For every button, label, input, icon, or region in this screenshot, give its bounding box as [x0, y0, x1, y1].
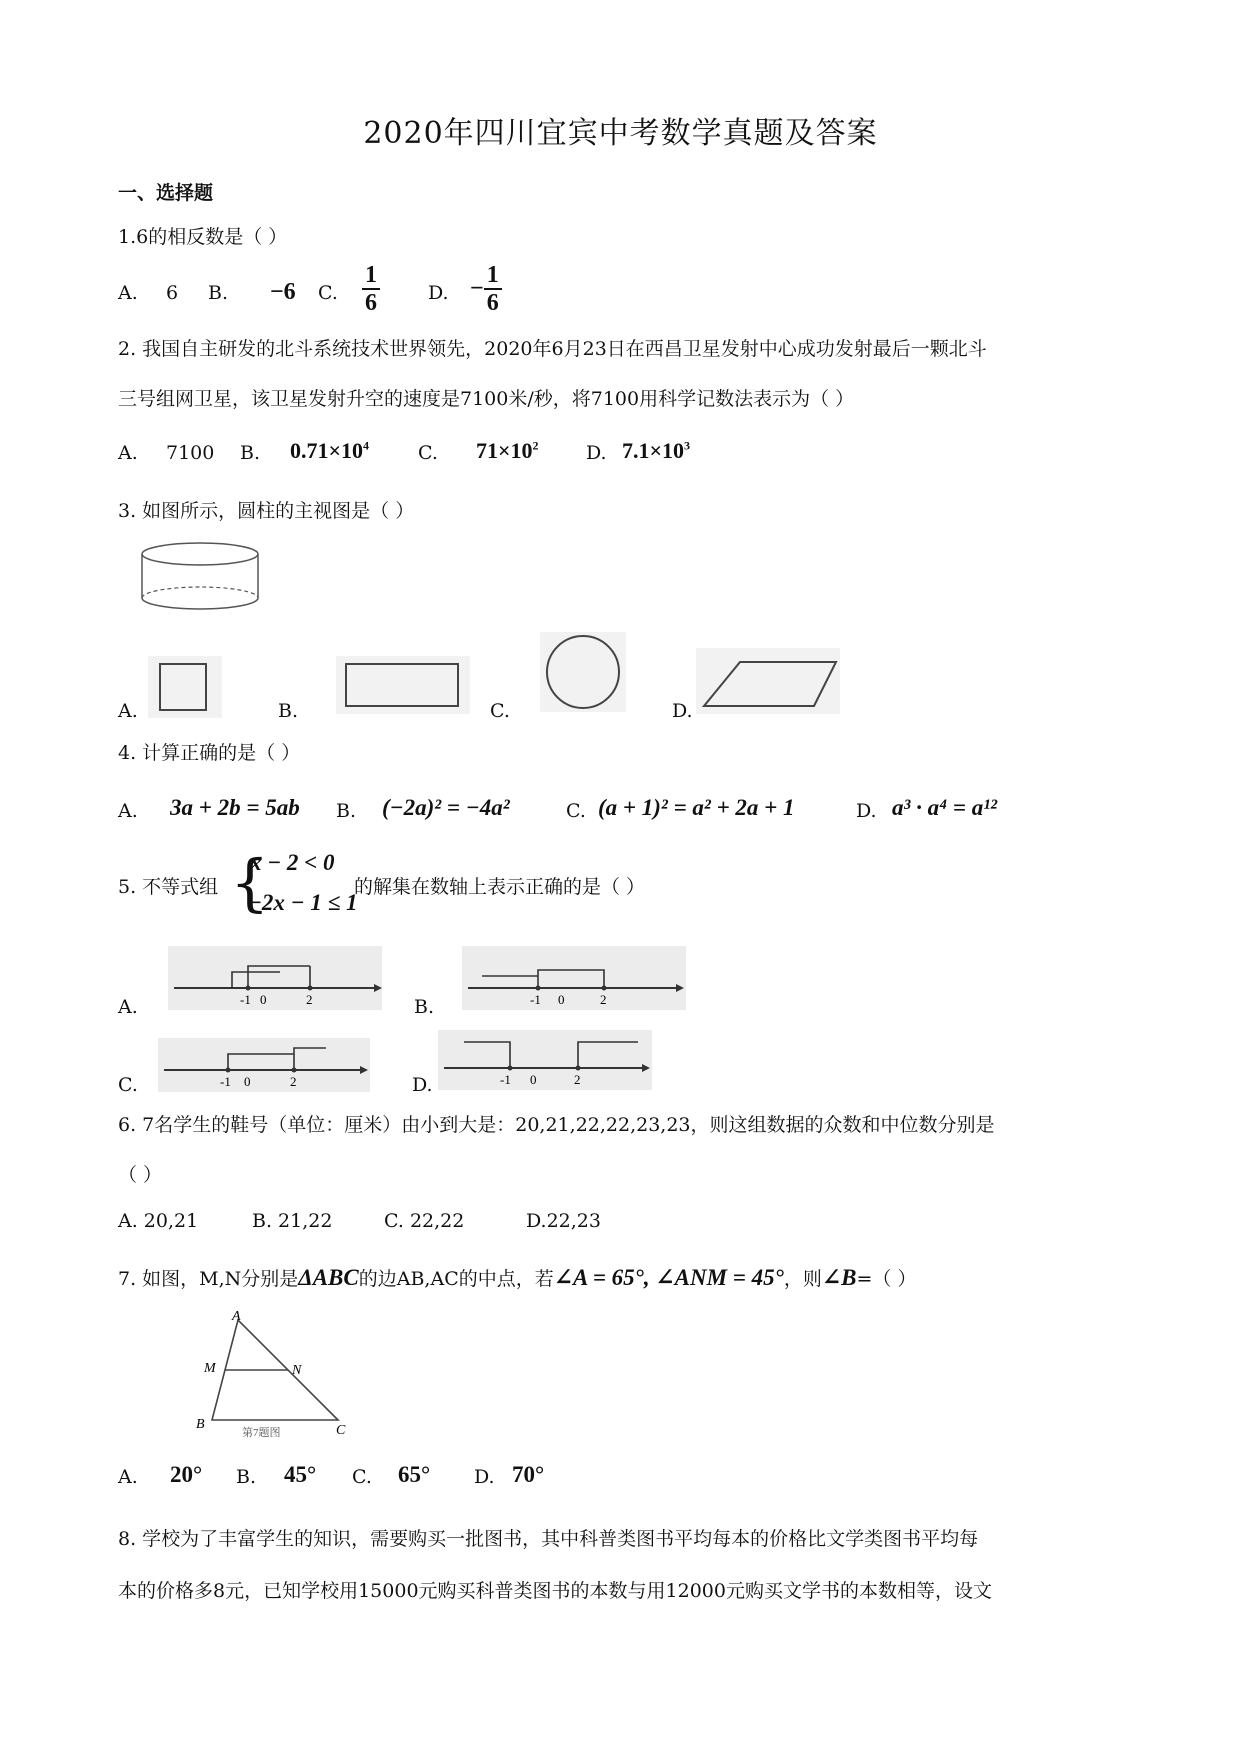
cylinder-figure: [130, 540, 270, 614]
q2-option-a: 7100: [166, 442, 215, 464]
q4-label-d: D.: [856, 800, 877, 822]
q2-c-base: 71×10: [476, 438, 533, 463]
q2-label-d: D.: [586, 442, 607, 464]
q6-stem-line1: 6. 7名学生的鞋号（单位：厘米）由小到大是：20,21,22,22,23,23，则这组数据的众数和中位数分别是: [118, 1114, 995, 1136]
q1-c-denominator: 6: [365, 290, 377, 316]
q1-d-sign: −: [470, 275, 484, 302]
tick-label: -1: [220, 1074, 231, 1089]
q1-option-d: [470, 262, 502, 316]
q2-stem-line2: 三号组网卫星，该卫星发射升空的速度是7100米/秒，将7100用科学记数法表示为（ ）: [118, 388, 855, 410]
q5-option-b-numberline[interactable]: [462, 946, 686, 1010]
q2-b-exp: 4: [363, 438, 370, 453]
q1-c-numerator: 1: [362, 262, 380, 290]
q3-label-b: B.: [278, 700, 299, 722]
brace-icon: {: [230, 846, 270, 919]
q3-option-d-parallelogram[interactable]: [696, 648, 840, 714]
q4-stem: 4. 计算正确的是（ ）: [118, 742, 301, 764]
q2-option-c: [476, 438, 539, 464]
q6-stem-line2: （ ）: [118, 1164, 163, 1186]
q4-label-c: C.: [566, 800, 586, 822]
q7-option-a: 20°: [170, 1462, 203, 1487]
q2-b-base: 0.71×10: [290, 438, 364, 463]
tick-label: 2: [306, 992, 313, 1007]
q1-label-c: C.: [318, 282, 338, 304]
q4-option-a: 3a + 2b = 5ab: [170, 795, 300, 820]
page-title: 2020年四川宜宾中考数学真题及答案: [363, 116, 878, 151]
q4-option-b: (−2a)² = −4a²: [382, 795, 510, 820]
q2-d-base: 7.1×10: [622, 438, 685, 463]
q5-option-c-numberline[interactable]: [158, 1038, 370, 1092]
q5-label-d: D.: [412, 1074, 433, 1096]
q7-option-b: 45°: [284, 1462, 317, 1487]
figure-caption: 第7题图: [242, 1427, 281, 1439]
tick-label: -1: [240, 992, 251, 1007]
tick-label: 2: [290, 1074, 297, 1089]
q8-stem-line1: 8. 学校为了丰富学生的知识，需要购买一批图书，其中科普类图书平均每本的价格比文学类图书平均每: [118, 1528, 979, 1550]
q2-label-a: A.: [118, 442, 138, 464]
tick-label: 2: [600, 992, 607, 1007]
q2-stem-line1: 2. 我国自主研发的北斗系统技术世界领先，2020年6月23日在西昌卫星发射中心成功发射最后一颗北斗: [118, 338, 987, 360]
q7-mid: 的边AB,AC的中点，若: [358, 1268, 554, 1290]
tick-label: -1: [500, 1072, 511, 1087]
tick-label: 0: [558, 992, 565, 1007]
q1-option-b: −6: [270, 279, 296, 305]
q1-option-a: 6: [166, 282, 179, 304]
q1-stem: 1.6的相反数是（ ）: [118, 226, 288, 248]
tick-label: -1: [530, 992, 541, 1007]
vertex-b-label: B: [196, 1417, 205, 1432]
q5-label-c: C.: [118, 1074, 138, 1096]
q1-label-b: B.: [208, 282, 229, 304]
q7-prefix: 7. 如图，M,N分别是: [118, 1268, 299, 1290]
q2-option-d: [622, 438, 690, 464]
tick-label: 0: [260, 992, 267, 1007]
q4-label-a: A.: [118, 800, 138, 822]
q5-option-a-numberline[interactable]: [168, 946, 382, 1010]
q6-option-c: C. 22,22: [384, 1210, 465, 1232]
q1-label-d: D.: [428, 282, 449, 304]
q4-label-b: B.: [336, 800, 357, 822]
point-m-label: M: [204, 1361, 216, 1376]
q7-mid2: ，则: [783, 1268, 822, 1290]
q1-d-denominator: 6: [486, 290, 499, 316]
q2-c-exp: 2: [532, 438, 539, 453]
q7-stem: [118, 1264, 916, 1291]
q6-option-b: B. 21,22: [252, 1210, 333, 1232]
q7-label-a: A.: [118, 1466, 138, 1488]
q7-end: =（ ）: [856, 1268, 917, 1290]
q4-option-c: (a + 1)² = a² + 2a + 1: [598, 795, 795, 820]
q8-stem-line2: 本的价格多8元，已知学校用15000元购买科普类图书的本数与用12000元购买文学书的本数相等，设文: [118, 1580, 992, 1602]
q7-ask: ∠B: [821, 1265, 857, 1290]
tick-label: 0: [244, 1074, 251, 1089]
q3-option-b-rectangle[interactable]: [336, 656, 470, 714]
q5-inequality-1: x − 2 < 0: [250, 850, 335, 875]
q3-label-a: A.: [118, 700, 138, 722]
point-n-label: N: [292, 1363, 302, 1378]
q5-label-a: A.: [118, 996, 138, 1018]
section-heading: 一、选择题: [118, 182, 214, 204]
q7-condition: ∠A = 65°, ∠ANM = 45°: [553, 1265, 784, 1290]
q2-option-b: [290, 438, 369, 464]
q3-label-d: D.: [672, 700, 693, 722]
q5-prefix: 5. 不等式组: [118, 876, 219, 898]
q7-label-b: B.: [236, 1466, 257, 1488]
q5-inequality-2: −2x − 1 ≤ 1: [248, 890, 358, 915]
vertex-a-label: A: [232, 1310, 241, 1324]
tick-label: 0: [530, 1072, 537, 1087]
q3-option-a-square[interactable]: [148, 656, 222, 718]
q5-suffix: 的解集在数轴上表示正确的是（ ）: [354, 876, 646, 898]
q7-label-d: D.: [474, 1466, 495, 1488]
q7-option-c: 65°: [398, 1462, 431, 1487]
q4-option-d: a³ · a⁴ = a¹²: [892, 795, 998, 820]
q2-label-b: B.: [240, 442, 261, 464]
q5-option-d-numberline[interactable]: [438, 1030, 652, 1090]
q6-option-a: A. 20,21: [118, 1210, 199, 1232]
tick-label: 2: [574, 1072, 581, 1087]
q1-option-c: [362, 262, 380, 316]
q2-d-exp: 3: [684, 438, 691, 453]
q3-option-c-circle[interactable]: [540, 632, 626, 712]
q1-label-a: A.: [118, 282, 138, 304]
triangle-figure: [190, 1310, 350, 1440]
q3-stem: 3. 如图所示，圆柱的主视图是（ ）: [118, 500, 415, 522]
q2-label-c: C.: [418, 442, 438, 464]
q3-label-c: C.: [490, 700, 510, 722]
vertex-c-label: C: [336, 1423, 346, 1438]
q6-option-d: D.22,23: [526, 1210, 601, 1232]
q7-label-c: C.: [352, 1466, 372, 1488]
q5-label-b: B.: [414, 996, 435, 1018]
q7-option-d: 70°: [512, 1462, 545, 1487]
q1-d-numerator: 1: [484, 262, 502, 290]
q7-triangle: ΔABC: [298, 1265, 359, 1290]
